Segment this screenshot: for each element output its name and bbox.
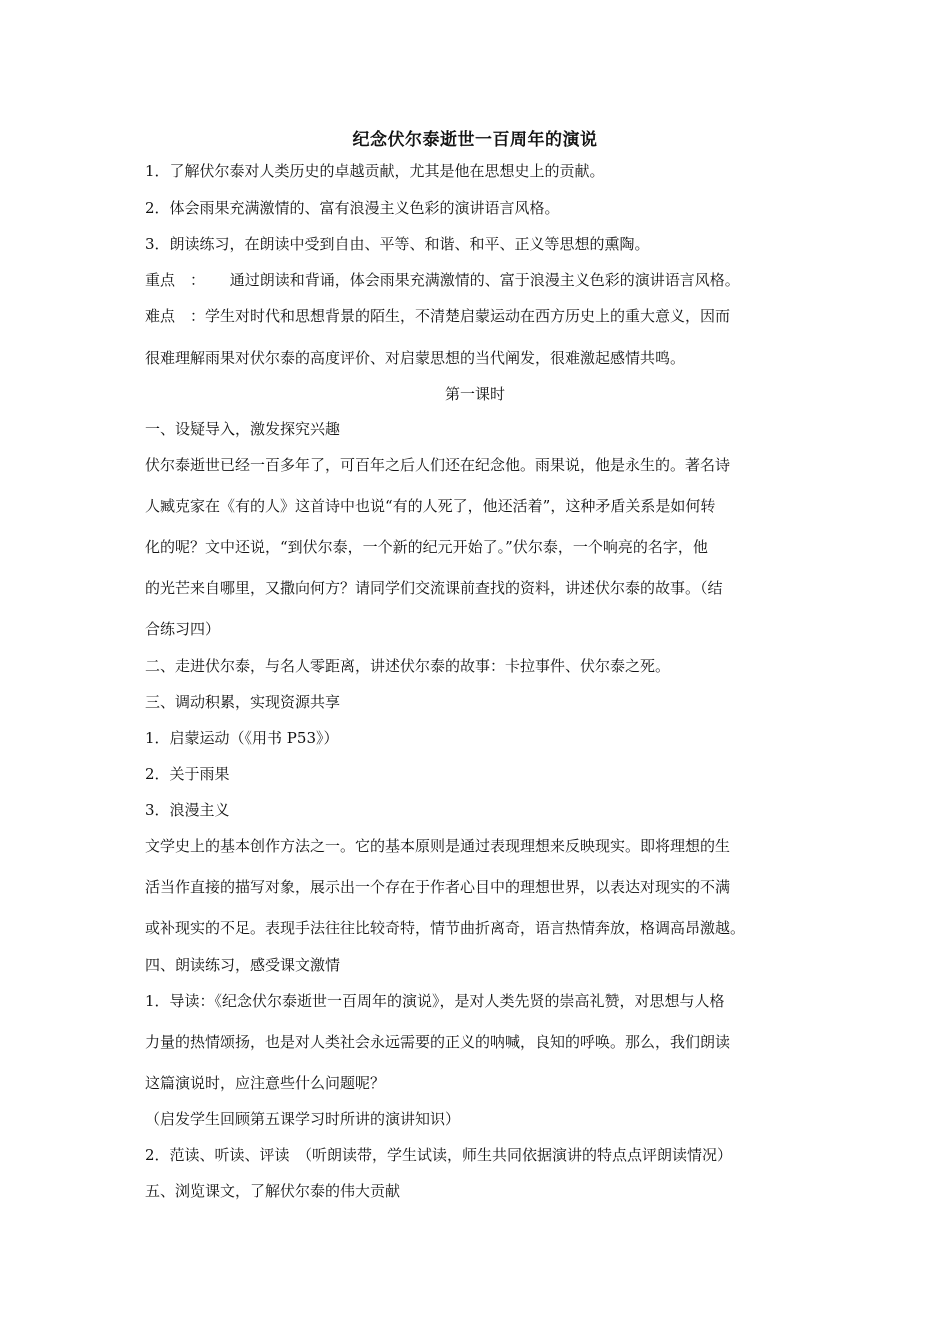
paragraph-line: 的光芒来自哪里，又撒向何方？请同学们交流课前查找的资料，讲述伏尔泰的故事。（结 (145, 579, 723, 597)
key-point-label: 重点 ： (145, 271, 206, 289)
paragraph-line: 或补现实的不足。表现手法往往比较奇特，情节曲折离奇，语言热情奔放，格调高昂激越。 (145, 919, 746, 937)
section-1-heading: 一、设疑导入，激发探究兴趣 (145, 420, 341, 438)
list-item: 1．启蒙运动（《用书 P53》） (145, 729, 339, 747)
section-2-heading: 二、走进伏尔泰，与名人零距离，讲述伏尔泰的故事：卡拉事件、伏尔泰之死。 (145, 657, 671, 675)
difficulty-text-line-2: 很难理解雨果对伏尔泰的高度评价、对启蒙思想的当代阐发，很难激起感情共鸣。 (145, 349, 686, 367)
objective-3: 3．朗读练习，在朗读中受到自由、平等、和谐、和平、正义等思想的熏陶。 (145, 235, 650, 253)
paragraph-line: 活当作直接的描写对象，展示出一个存在于作者心目中的理想世界，以表达对现实的不满 (145, 878, 731, 896)
difficulty-text-line-1: 学生对时代和思想背景的陌生，不清楚启蒙运动在西方历史上的重大意义，因而 (205, 307, 731, 325)
section-3-heading: 三、调动积累，实现资源共享 (145, 693, 341, 711)
paragraph-line: 力量的热情颂扬，也是对人类社会永远需要的正义的呐喊，良知的呼唤。那么，我们朗读 (145, 1033, 731, 1051)
section-5-heading: 五、浏览课文，了解伏尔泰的伟大贡献 (145, 1182, 401, 1200)
list-item: 3．浪漫主义 (145, 801, 230, 819)
paragraph-line: 1．导读：《纪念伏尔泰逝世一百周年的演说》，是对人类先贤的崇高礼赞，对思想与人格 (145, 992, 725, 1010)
paragraph-line: 2．范读、听读、评读 （听朗读带，学生试读，师生共同依据演讲的特点点评朗读情况） (145, 1146, 733, 1164)
document-title: 纪念伏尔泰逝世一百周年的演说 (352, 130, 598, 150)
objective-1: 1．了解伏尔泰对人类历史的卓越贡献，尤其是他在思想史上的贡献。 (145, 162, 605, 180)
paragraph-line: （启发学生回顾第五课学习时所讲的演讲知识） (145, 1110, 461, 1128)
paragraph-line: 人臧克家在《有的人》这首诗中也说“有的人死了，他还活着”，这种矛盾关系是如何转 (145, 497, 716, 515)
objective-2: 2．体会雨果充满激情的、富有浪漫主义色彩的演讲语言风格。 (145, 199, 560, 217)
paragraph-line: 合练习四） (145, 620, 221, 638)
difficulty-label: 难点 ： (145, 307, 206, 325)
key-point (145, 270, 815, 290)
list-item: 2．关于雨果 (145, 765, 230, 783)
paragraph-line: 文学史上的基本创作方法之一。它的基本原则是通过表现理想来反映现实。即将理想的生 (145, 837, 731, 855)
paragraph-line: 这篇演说时，应注意些什么问题呢？ (145, 1074, 386, 1092)
paragraph-line: 化的呢？文中还说，“到伏尔泰，一个新的纪元开始了。”伏尔泰，一个响亮的名字，他 (145, 538, 708, 556)
key-point-text: 通过朗读和背诵，体会雨果充满激情的、富于浪漫主义色彩的演讲语言风格。 (229, 271, 740, 289)
difficulty (145, 306, 815, 326)
section-4-heading: 四、朗读练习，感受课文激情 (145, 956, 341, 974)
paragraph-line: 伏尔泰逝世已经一百多年了，可百年之后人们还在纪念他。雨果说，他是永生的。著名诗 (145, 456, 731, 474)
lesson-heading: 第一课时 (444, 385, 505, 403)
